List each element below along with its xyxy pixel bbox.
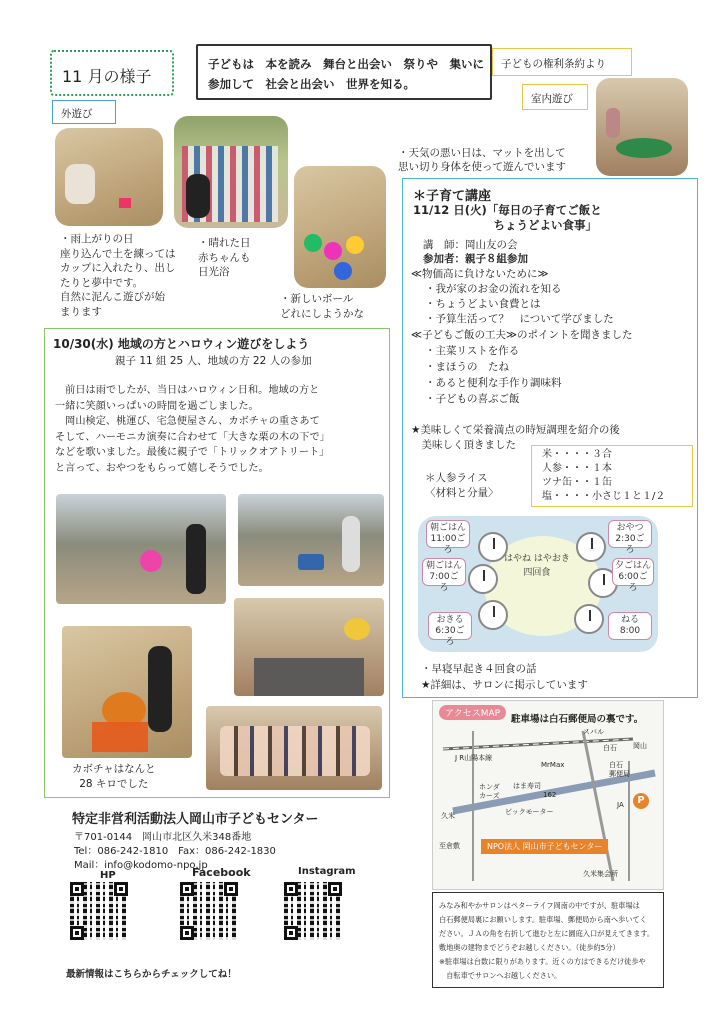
access-map-label: アクセスMAP: [439, 705, 506, 720]
access-map: [432, 700, 664, 890]
recipe-box: 米・・・・３合 人参・・・１本 ツナ缶・・１缶 塩・・・・小さじ１と１/２: [531, 445, 693, 507]
sunbathing-photo: [174, 116, 288, 228]
mud-play-photo: [55, 128, 163, 226]
meal-schedule-board-photo: [418, 516, 658, 652]
board-card: おきる 6:30ごろ: [428, 612, 472, 640]
map-place: 岡山: [633, 742, 647, 750]
recipe-title: ＊人参ライス 〈材料と分量〉: [425, 472, 499, 499]
halloween-title: 10/30(水) 地域の方とハロウィン遊びをしよう: [53, 337, 310, 351]
map-place: MrMax: [541, 761, 565, 769]
org-address: 〒701-0144 岡山市北区久米348番地: [74, 832, 252, 843]
map-place: JA: [617, 801, 624, 809]
motto-text: 子どもは 本を読み 舞台と出会い 祭りや 集いに 参加して 社会と出会い 世界を知る。: [208, 57, 484, 91]
indoor-play-photo: [596, 78, 688, 176]
pumpkin-weight-photo: [62, 626, 192, 758]
map-place: 久米: [441, 812, 455, 820]
board-card: 朝ごはん 11:00ごろ: [426, 520, 470, 548]
page-title-box: [50, 50, 174, 96]
hp-qr-code[interactable]: [70, 882, 128, 940]
section2-item: ・主菜リストを作る: [425, 345, 520, 357]
motto-source: 子どもの権利条約より: [492, 48, 632, 76]
check-latest-text: 最新情報はこちらからチェックしてね！: [66, 969, 237, 980]
parking-marker-icon: P: [633, 793, 649, 809]
lecture-footer: ・早寝早起き４回食の話 ★詳細は、サロンに掲示しています: [421, 663, 588, 691]
section2-title: ≪子どもご飯の工夫≫のポイントを聞きました: [411, 329, 633, 341]
indoor-caption: ・天気の悪い日は、マットを出して 思い切り身体を使って遊んでいます: [398, 147, 566, 173]
map-place: 162: [543, 791, 557, 799]
org-location-label: NPO法人 岡山市子どもセンター: [481, 839, 608, 854]
indoor-label: 室内遊び: [522, 84, 588, 110]
mud-play-caption: ・雨上がりの日 座り込んで土を練っては カップに入れたり、出し たりと夢中です。 自然に泥んこ遊びが始 まります: [60, 233, 176, 318]
board-card: 夕ごはん 6:00ごろ: [612, 558, 654, 586]
section1-item: ・我が家のお金の流れを知る: [425, 283, 562, 295]
ball-play-caption: ・新しいボール どれにしようかな: [280, 293, 364, 320]
qr-label-instagram: Instagram: [298, 866, 356, 877]
map-place: J R山陽本線: [455, 754, 493, 762]
audience-photo: [206, 706, 382, 790]
board-card: 朝ごはん 7:00ごろ: [422, 558, 466, 586]
section1-title: ≪物価高に負けないために≫: [411, 268, 549, 280]
section1-item: ・予算生活って？ について学びました: [425, 313, 614, 325]
pumpkin-caption: カボチャはなんと 28 キロでした: [72, 763, 156, 790]
map-place: 至倉敷: [439, 842, 460, 850]
ball-play-photo: [294, 166, 386, 288]
facebook-qr-code[interactable]: [180, 882, 238, 940]
qr-label-hp: HP: [100, 870, 116, 881]
org-tel: Tel：086-242-1810 Fax：086-242-1830: [74, 846, 276, 857]
parking-note: 駐車場は白石郵便局の裏です。: [511, 714, 644, 725]
harmonica-photo: [234, 598, 384, 696]
halloween-subtitle: 親子 11 組 25 人、地域の方 22 人の参加: [115, 355, 312, 367]
section2-item: ・まほうの たね: [425, 361, 509, 373]
map-place: スバル: [583, 728, 604, 736]
motto-box: [196, 44, 492, 100]
halloween-body: 前日は雨でしたが、当日はハロウィン日和。地域の方と 一緒に笑顔いっぱいの時間を過ごしました。 岡山検定、桃運び、宅急便屋さん、カボチャの重さあて そして、ハーモニカ演奏に合わせて「大きな栗の木の下で」 などを歌いました。最後に親子で「トリックオアトリート」 と言って、おやつをもらって嬉しそうでした。: [55, 385, 330, 474]
lecture-note: ★美味しくて栄養満点の時短調理を紹介の後 美味しく頂きました: [411, 424, 620, 451]
lecture-lecturer: 講 師：岡山友の会: [423, 239, 518, 251]
map-place: はま寿司: [513, 782, 541, 790]
map-note: みなみ和やかサロンはペターライフ岡南の中ですが、駐車場は 白石郵便局裏にお願いします。駐車場、郵便局から南へ歩いてく ださい。ＪＡの角を右折して進むと左に園庭入口が見えてきます。 敷地奥の建物までどうぞお越しください。（徒歩約5分） ※駐車場は台数に限りがあります。近くの方はできるだけ徒歩や 自転車でサロンへお越しください。: [439, 901, 655, 980]
section2-item: ・子どもの喜ぶご飯: [425, 393, 520, 405]
lecture-participants: 参加者：親子８組参加: [423, 253, 528, 265]
sunbathing-caption: ・晴れた日 赤ちゃんも 日光浴: [198, 237, 251, 278]
halloween-photo-2: [238, 494, 384, 586]
board-card: おやつ 2:30ごろ: [608, 520, 652, 548]
lecture-heading: ＊子育て講座: [413, 189, 492, 204]
halloween-photo-1: [56, 494, 226, 604]
map-place: ホンダ カーズ: [479, 783, 500, 800]
qr-label-facebook: Facebook: [192, 866, 251, 879]
map-place: 白石 郵便局: [609, 761, 630, 778]
lecture-title: 11/12 日(火)「毎日の子育てご飯と ちょうどよい食事」: [413, 203, 602, 232]
board-card: ねる 8:00: [608, 612, 652, 640]
outdoor-label: 外遊び: [52, 100, 116, 124]
section2-item: ・あると便利な手作り調味料: [425, 377, 562, 389]
org-mail: Mail：info@kodomo-npo.jp: [74, 860, 208, 871]
map-place: ビックモーター: [505, 808, 554, 816]
section1-item: ・ちょうどよい食費とは: [425, 298, 541, 310]
org-name: 特定非営利活動法人岡山市子どもセンター: [72, 812, 319, 827]
map-note-box: [432, 892, 664, 988]
map-place: 白石: [603, 744, 617, 752]
page-title: 11 月の様子: [62, 67, 152, 86]
map-place: 久米集会所: [583, 870, 618, 878]
board-center-text: はやね はやおき 四回食: [504, 554, 570, 578]
instagram-qr-code[interactable]: [284, 882, 342, 940]
